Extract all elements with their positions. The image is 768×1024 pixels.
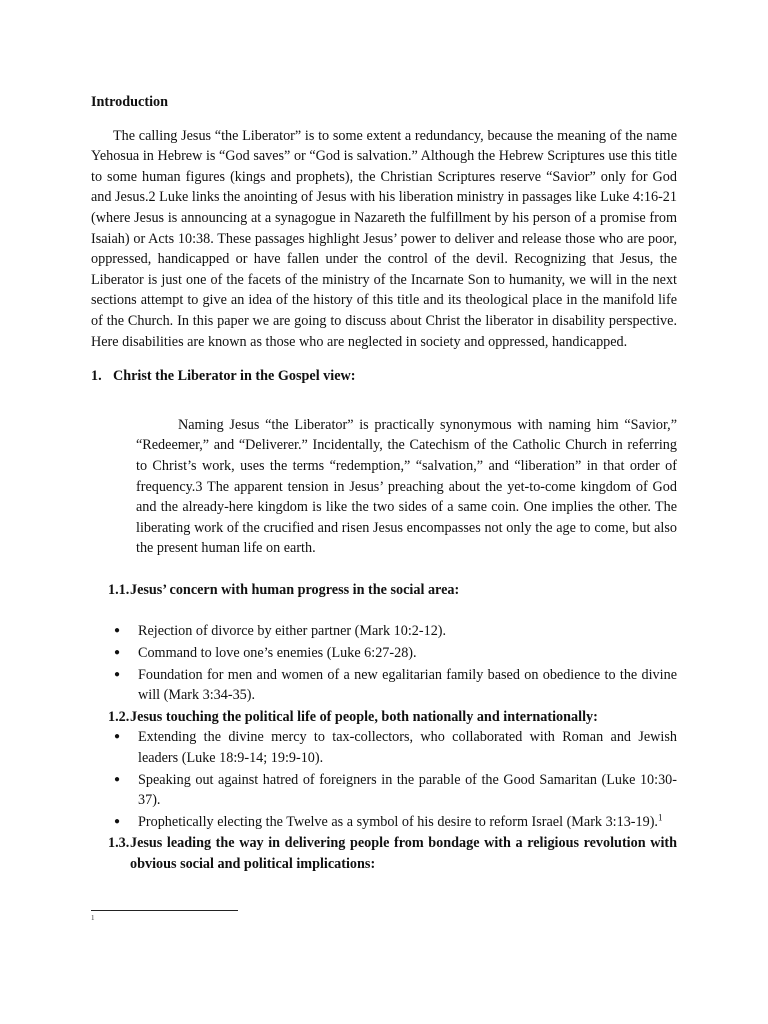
footnote-number: 1 — [91, 914, 95, 922]
bullet-icon: ● — [114, 773, 121, 785]
bullet-icon: ● — [114, 815, 121, 827]
subsection-1-2-number: 1.2. — [108, 708, 130, 725]
list-item — [114, 770, 677, 811]
list-item — [114, 665, 677, 706]
footnote-reference[interactable]: 1 — [657, 812, 663, 823]
section-1-number: 1. — [91, 368, 102, 385]
list-item — [114, 621, 677, 642]
subsection-1-3-number: 1.3. — [108, 835, 130, 852]
document-page — [91, 92, 677, 875]
subsection-1-1-number: 1.1. — [108, 581, 130, 598]
subsection-1-3-title: Jesus leading the way in delivering people from bondage with a religious revolution with obvious social and political implications: — [130, 835, 677, 872]
subsection-1-1-list — [91, 621, 677, 705]
footnote-separator — [91, 910, 238, 911]
subsection-1-1-title: Jesus’ concern with human progress in the social area: — [130, 581, 460, 598]
subsection-1-3-heading — [91, 833, 677, 874]
subsection-1-2-list — [91, 727, 677, 832]
subsection-1-2-title: Jesus touching the political life of people, both nationally and internationally: — [130, 708, 598, 725]
list-item-text: Speaking out against hatred of foreigners in the parable of the Good Samaritan (Luke 10:30-37). — [138, 771, 677, 809]
bullet-icon: ● — [114, 647, 121, 659]
introduction-heading: Introduction — [91, 94, 168, 110]
bullet-icon: ● — [114, 625, 121, 637]
section-1-heading — [91, 366, 677, 387]
list-item-text: Extending the divine mercy to tax-collectors, who collaborated with Roman and Jewish leaders (Luke 18:9-14; 19:9-10). — [138, 729, 677, 767]
list-item-text: Prophetically electing the Twelve as a symbol of his desire to reform Israel (Mark 3:13-19). — [138, 813, 658, 830]
introduction-paragraph: The calling Jesus “the Liberator” is to some extent a redundancy, because the meaning of the name Yehosua in Hebrew is “God saves” or “God is salvation.” Although the Hebrew Scriptures use this title to some human figures (kings and prophets), the Christian Scriptures reserve “Savior” only for God and Jesus.2 Luke links the anointing of Jesus with his liberation ministry in passages like Luke 4:16-21 (where Jesus is announcing at a synagogue in Nazareth the fulfillment by his person of a promise from Isaiah) or Acts 10:38. These passages highlight Jesus’ power to deliver and release those who are poor, oppressed, handicapped or have fallen under the control of the devil. Recognizing that Jesus, the Liberator is just one of the facets of the ministry of the Incarnate Son to humanity, we will in the next sections attempt to give an idea of the history of this title and its theological place in the manifold life of the Church. In this paper we are going to discuss about Christ the liberator in disability perspective. Here disabilities are known as those who are neglected in society and oppressed, handicapped. — [91, 127, 677, 350]
list-item-text: Command to love one’s enemies (Luke 6:27-28). — [138, 645, 417, 662]
section-1-paragraph: Naming Jesus “the Liberator” is practically synonymous with naming him “Savior,” “Redeemer,” and “Deliverer.” Incidentally, the Catechism of the Catholic Church in referring to Christ’s work, uses the terms “redemption,” “salvation,” and “liberation” in that order of frequency.3 The apparent tension in Jesus’ preaching about the yet-to-come kingdom of God and the already-here kingdom is like the two sides of a same coin. One implies the other. The liberating work of the crucified and risen Jesus encompasses not only the age to come, but also the present human life on earth. — [136, 416, 677, 557]
subsection-1-1-heading — [91, 580, 677, 601]
section-1-title: Christ the Liberator in the Gospel view: — [113, 368, 356, 385]
subsection-1-2-heading — [91, 707, 677, 728]
list-item — [114, 727, 677, 768]
list-item-text: Rejection of divorce by either partner (Mark 10:2-12). — [138, 623, 447, 640]
bullet-icon: ● — [114, 668, 121, 680]
list-item-text: Foundation for men and women of a new egalitarian family based on obedience to the divine will (Mark 3:34-35). — [138, 666, 677, 704]
bullet-icon: ● — [114, 731, 121, 743]
list-item — [114, 812, 677, 833]
list-item — [114, 643, 677, 664]
